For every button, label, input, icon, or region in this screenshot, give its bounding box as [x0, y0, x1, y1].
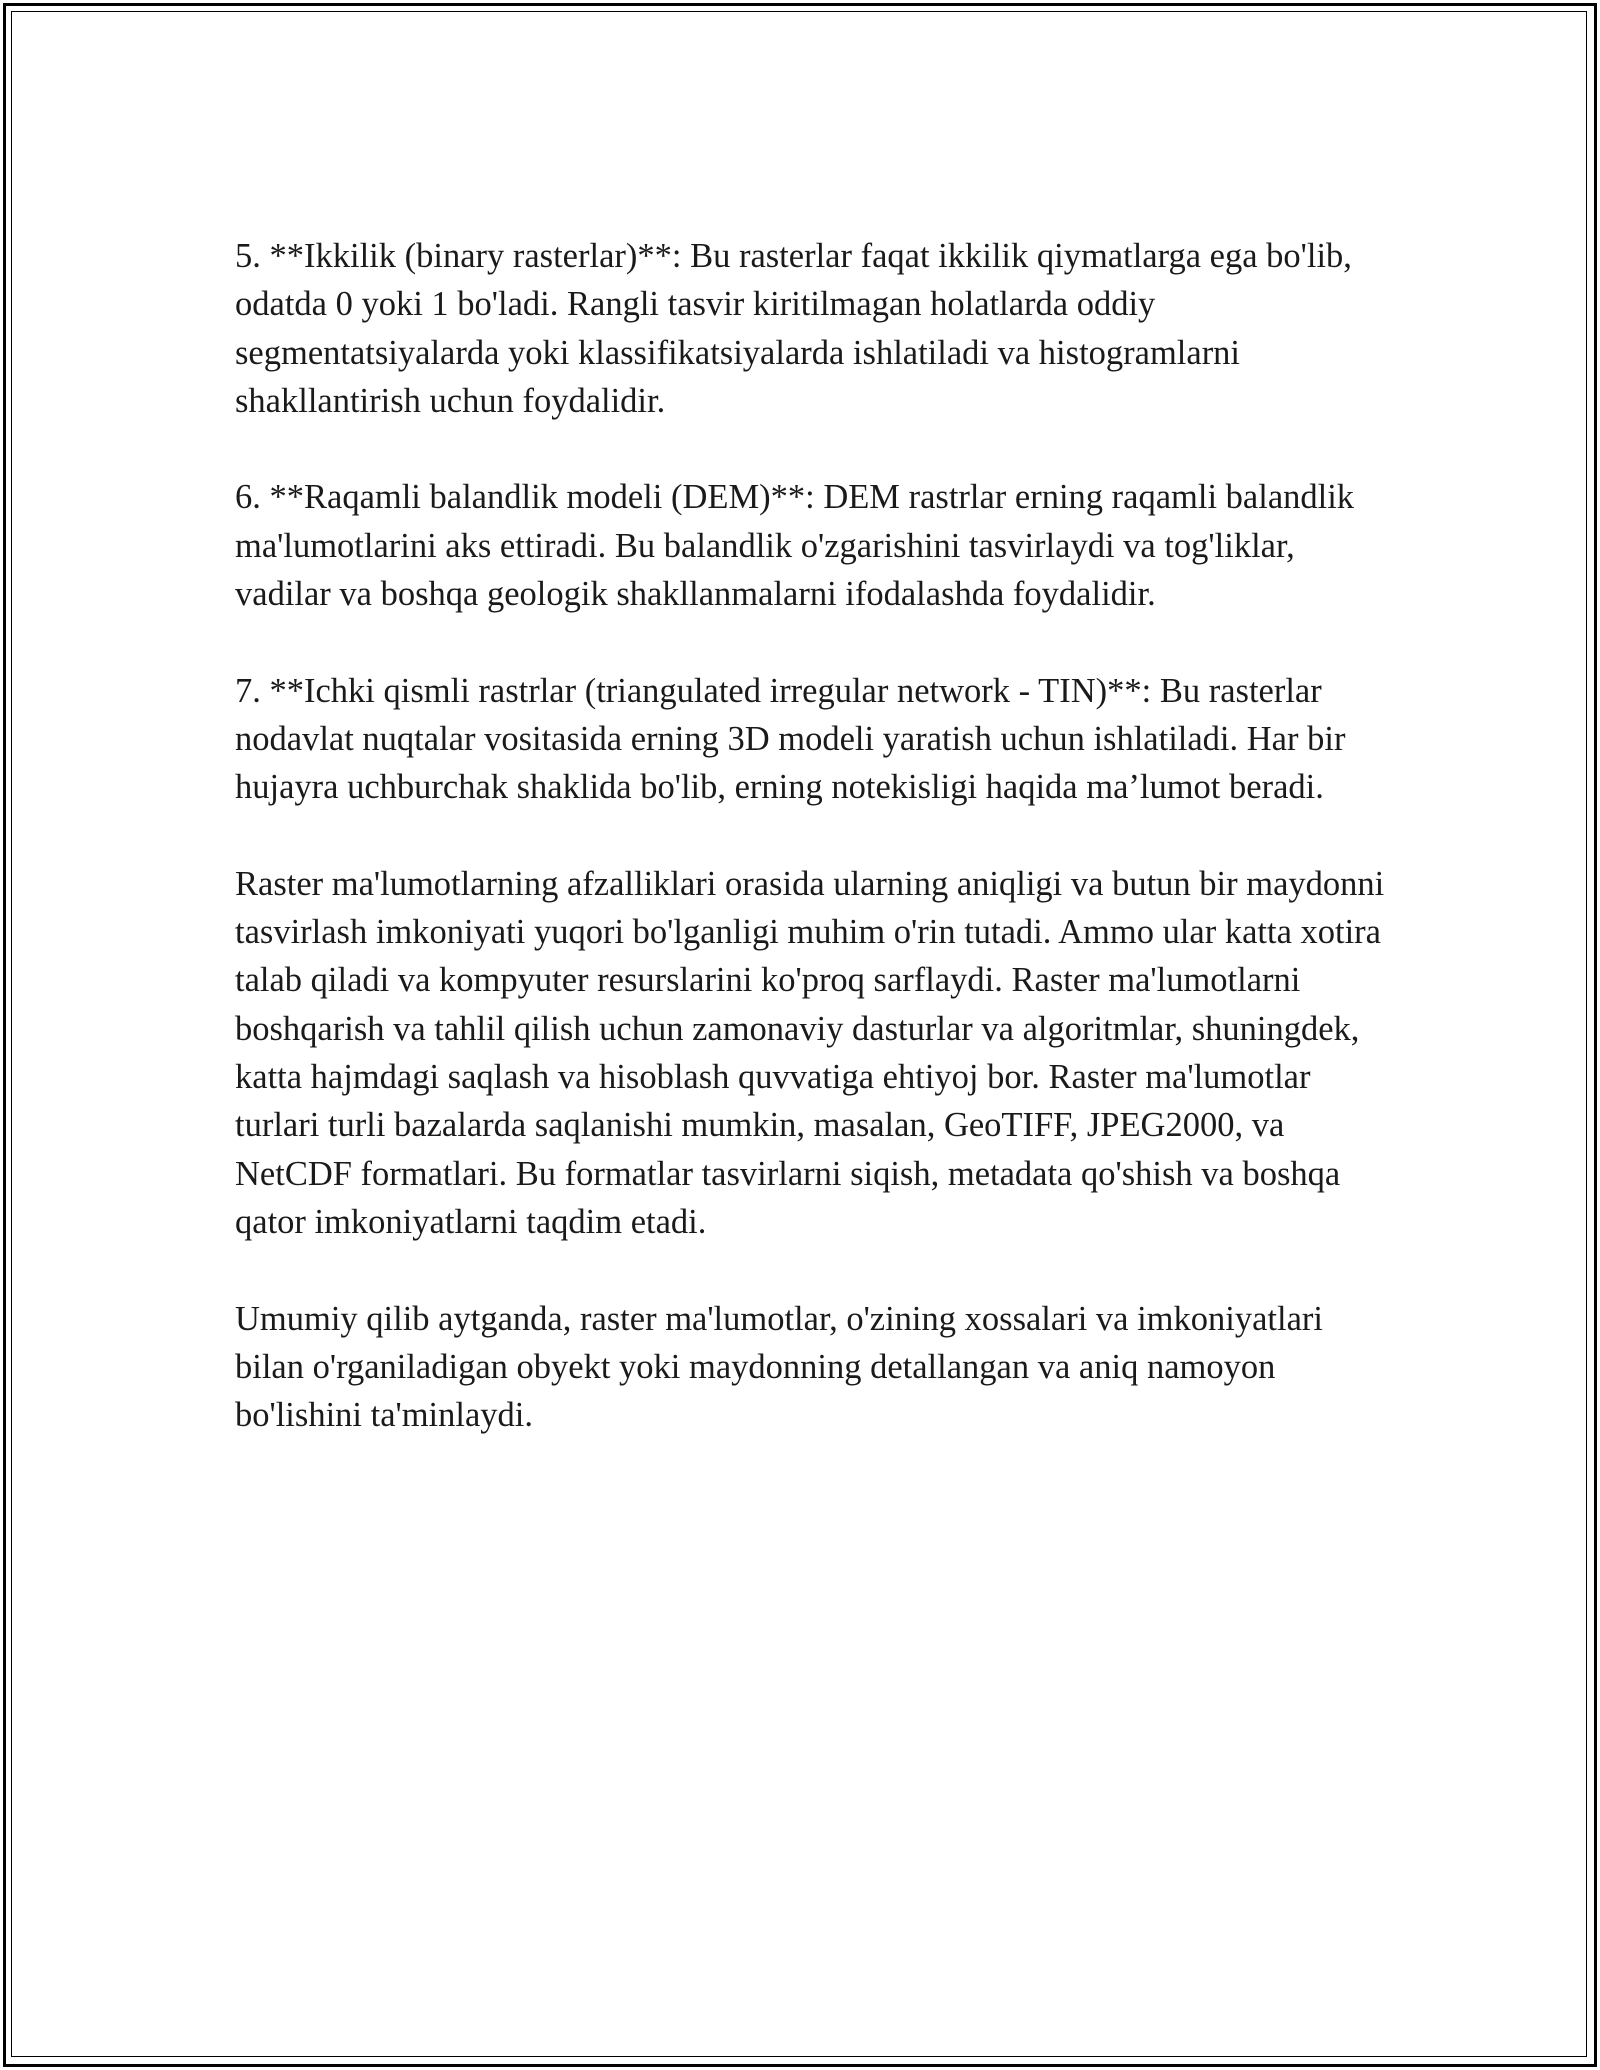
paragraph-dem: 6. **Raqamli balandlik modeli (DEM)**: DEM rastrlar erning raqamli balandlik ma'lumotlarini aks ettiradi. Bu balandlik o'zgarishini tasvirlaydi va tog'liklar, vadilar va boshqa geologik shakllanmalarni ifodalashda foydalidir. [235, 478, 1355, 614]
paragraph-conclusion: Umumiy qilib aytganda, raster ma'lumotlar, o'zining xossalari va imkoniyatlari bilan o'rganiladigan obyekt yoki maydonning detallangan va aniq namoyon bo'lishini ta'minlaydi. [235, 1299, 1323, 1435]
paragraph-binary-rasters: 5. **Ikkilik (binary rasterlar)**: Bu rasterlar faqat ikkilik qiymatlarga ega bo'lib, odatda 0 yoki 1 bo'ladi. Rangli tasvir kiritilmagan holatlarda oddiy segmentatsiyalarda yoki klassifikatsiyalarda ishlatiladi va histogramlarni shakllantirish uchun foydalidir. [235, 237, 1352, 420]
paragraph-advantages: Raster ma'lumotlarning afzalliklari orasida ularning aniqligi va butun bir maydonni tasvirlash imkoniyati yuqori bo'lganligi muhim o'rin tutadi. Ammo ular katta xotira talab qiladi va kompyuter resurslarini ko'proq sarflaydi. Raster ma'lumotlarni boshqarish va tahlil qilish uchun zamonaviy dasturlar va algoritmlar, shuningdek, katta hajmdagi saqlash va hisoblash quvvatiga ehtiyoj bor. Raster ma'lumotlar turlari turli bazalarda saqlanishi mumkin, masalan, GeoTIFF, JPEG2000, va NetCDF formatlari. Bu formatlar tasvirlarni siqish, metadata qo'shish va boshqa qator imkoniyatlarni taqdim etadi. [235, 864, 1385, 1241]
paragraph-tin: 7. **Ichki qismli rastrlar (triangulated irregular network - TIN)**: Bu rasterlar nodavlat nuqtalar vositasida erning 3D modeli yaratish uchun ishlatiladi. Har bir hujayra uchburchak shaklida bo'lib, erning notekisligi haqida ma’lumot beradi. [235, 671, 1346, 807]
document-body [235, 232, 1385, 1488]
